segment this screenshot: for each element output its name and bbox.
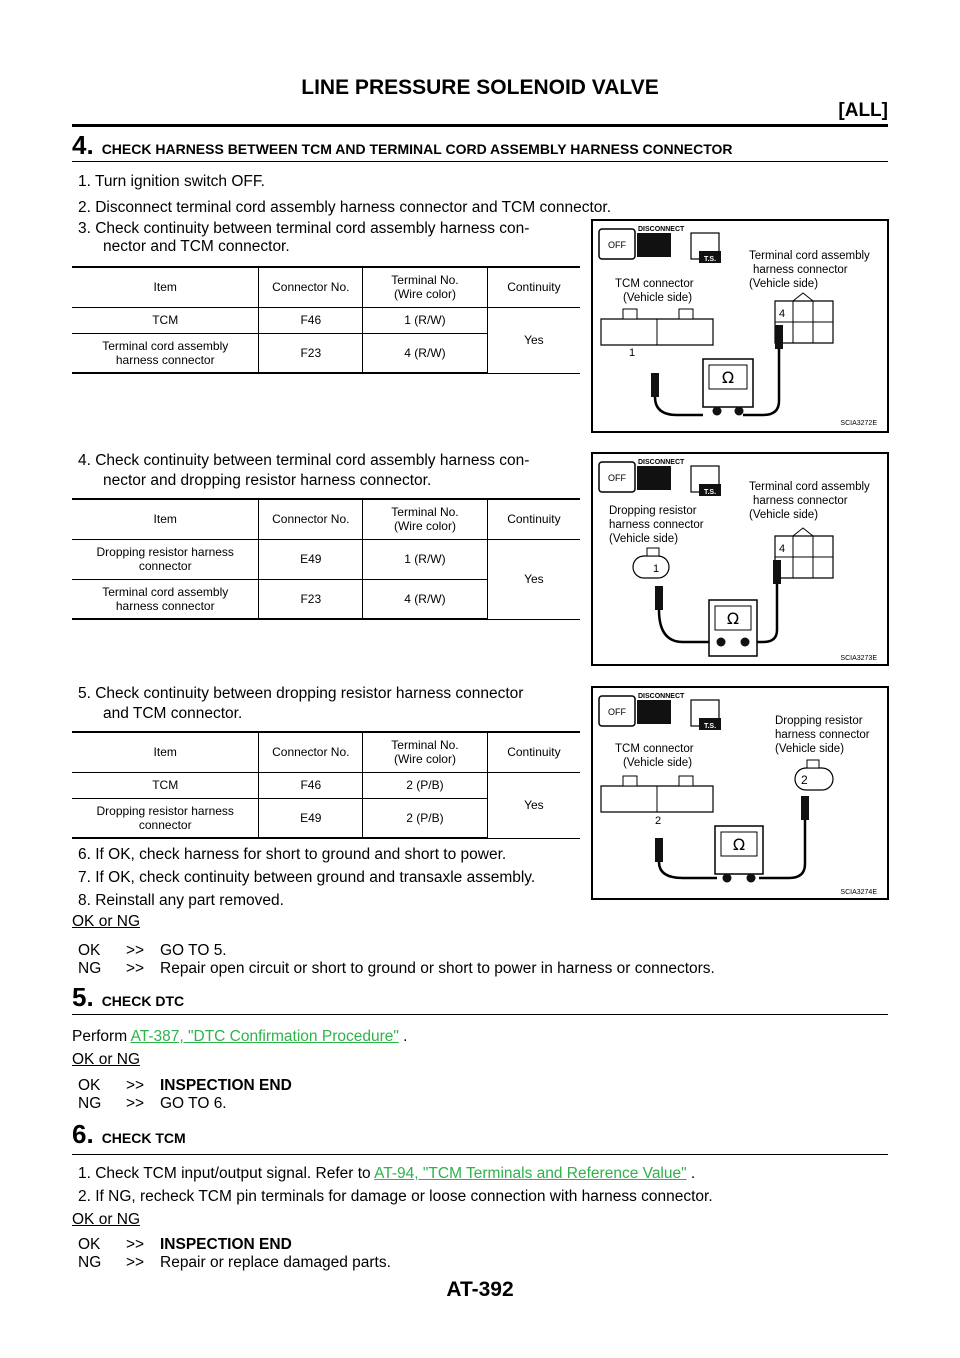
col-terminal: Terminal No. (Wire color): [363, 267, 488, 307]
svg-text:DISCONNECT: DISCONNECT: [638, 693, 685, 700]
ok-result: OK >> INSPECTION END: [78, 1236, 292, 1253]
ohmmeter-icon: [715, 826, 763, 883]
step-2: 2. Disconnect terminal cord assembly harness connector and TCM connector.: [78, 199, 611, 216]
svg-text:T.S.: T.S.: [703, 256, 717, 263]
ng-result: NG >> Repair open circuit or short to ground or short to power in harness or connectors.: [78, 960, 715, 977]
disconnect-icon: [599, 459, 721, 496]
step-6-1: 1. Check TCM input/output signal. Refer to AT-94, "TCM Terminals and Reference Value" .: [78, 1165, 696, 1182]
svg-text:OFF: OFF: [608, 473, 626, 483]
disconnect-icon: [599, 226, 721, 263]
svg-text:1: 1: [653, 563, 660, 575]
step-6-2: 2. If NG, recheck TCM pin terminals for damage or loose connection with harness connector.: [78, 1188, 713, 1205]
ng-result: NG >> GO TO 6.: [78, 1095, 227, 1112]
svg-text:OFF: OFF: [608, 240, 626, 250]
step-1: 1. Turn ignition switch OFF.: [78, 173, 265, 190]
ok-result: OK >> GO TO 5.: [78, 942, 227, 959]
svg-text:4: 4: [779, 308, 786, 320]
section-5-heading: 5. CHECK DTC: [72, 982, 888, 1014]
page-number: AT-392: [446, 1278, 514, 1301]
step-6: 6. If OK, check harness for short to ground and short to power.: [78, 846, 507, 863]
figure-code: SCIA3274E: [840, 889, 877, 896]
tcm-connector: [601, 309, 713, 345]
step-5-cont: and TCM connector.: [103, 705, 243, 722]
ng-result: NG >> Repair or replace damaged parts.: [78, 1254, 391, 1271]
svg-text:DISCONNECT: DISCONNECT: [638, 226, 685, 233]
step-3-cont: nector and TCM connector.: [103, 238, 290, 255]
perform-line: Perform AT-387, "DTC Confirmation Procedure" .: [72, 1028, 408, 1045]
col-item: Item: [72, 267, 259, 307]
svg-text:DISCONNECT: DISCONNECT: [638, 459, 685, 466]
figure-code: SCIA3273E: [840, 655, 877, 662]
table-row: Dropping resistor harness connector E49 2 (P/B): [72, 798, 580, 838]
table-row: TCM F46 1 (R/W) Yes: [72, 307, 580, 333]
col-connector: Connector No.: [259, 267, 363, 307]
table-row: Terminal cord assembly harness connector F23 4 (R/W): [72, 579, 580, 619]
ok-result: OK >> INSPECTION END: [78, 1077, 292, 1094]
step-7: 7. If OK, check continuity between ground and transaxle assembly.: [78, 869, 536, 886]
ok-or-ng-label: OK or NG: [72, 913, 141, 930]
ok-or-ng-label: OK or NG: [72, 1051, 141, 1068]
step-4-cont: nector and dropping resistor harness connector.: [103, 472, 432, 489]
ok-or-ng-label: OK or NG: [72, 1211, 141, 1228]
page-title: LINE PRESSURE SOLENOID VALVE: [301, 76, 659, 99]
tcm-terminals-link[interactable]: AT-94, "TCM Terminals and Reference Value": [374, 1165, 687, 1182]
svg-text:T.S.: T.S.: [703, 489, 717, 496]
table-row: Terminal cord assembly harness connector F23 4 (R/W): [72, 333, 580, 373]
ohmmeter-icon: [709, 600, 757, 656]
svg-text:1: 1: [629, 347, 636, 359]
step-3: 3. Check continuity between terminal cord assembly harness con-: [78, 220, 530, 237]
svg-text:Ω: Ω: [726, 609, 740, 628]
section-4-heading: [72, 130, 888, 162]
figure-code: SCIA3272E: [840, 420, 877, 427]
section-4-title: CHECK HARNESS BETWEEN TCM AND TERMINAL CORD ASSEMBLY HARNESS CONNECTOR: [101, 141, 733, 157]
svg-text:TCM connector (Vehicle s: TCM connector (Vehicle side) Dropping resistor harness connector (Vehicle side): [615, 715, 870, 769]
svg-text:Ω: Ω: [732, 835, 746, 854]
svg-text:2: 2: [655, 815, 662, 827]
svg-text:Dropping resistor harnes: Dropping resistor harness connector (Vehicle side) Terminal cord assembly harness connector (Vehicle side): [609, 481, 870, 545]
step-8: 8. Reinstall any part removed.: [78, 892, 284, 909]
svg-text:Ω: Ω: [721, 368, 735, 387]
continuity-value: Yes: [487, 307, 580, 373]
tcm-connector: [601, 776, 713, 812]
scope-label: [ALL]: [838, 100, 888, 121]
continuity-table-1: [72, 266, 580, 374]
diagram-dropping-resistor-terminal-cord: [591, 452, 889, 666]
svg-text:TCM connector (Vehicle s: TCM connector (Vehicle side) Terminal cord assembly harness connector (Vehicle side): [615, 250, 870, 304]
table-row: TCM F46 2 (P/B) Yes: [72, 772, 580, 798]
step-5: 5. Check continuity between dropping resistor harness connector: [78, 685, 524, 702]
diagram-tcm-terminal-cord: [591, 219, 889, 433]
svg-text:4: 4: [779, 543, 786, 555]
table-row: Dropping resistor harness connector E49 1 (R/W) Yes: [72, 539, 580, 579]
section-4-number: 4.: [72, 130, 94, 160]
section-6-heading: 6. CHECK TCM: [72, 1119, 888, 1155]
dropping-resistor-connector: [633, 548, 669, 578]
col-continuity: Continuity: [487, 267, 580, 307]
header-rule: [72, 124, 888, 127]
diagram-tcm-dropping-resistor: [591, 686, 889, 900]
svg-text:2: 2: [801, 773, 808, 787]
disconnect-icon: [599, 693, 721, 730]
step-4: 4. Check continuity between terminal cord assembly harness con-: [78, 452, 530, 469]
svg-text:OFF: OFF: [608, 707, 626, 717]
continuity-table-2: Item Connector No. Terminal No. (Wire color) Continuity Dropping resistor harness connector E49 1 (R/W) Yes Terminal cord assembly harness connector F23 4 (R/W): [72, 498, 580, 620]
continuity-table-3: Item Connector No. Terminal No. (Wire color) Continuity TCM F46 2 (P/B) Yes Dropping resistor harness connector E49 2 (P/B): [72, 731, 580, 839]
svg-text:T.S.: T.S.: [703, 723, 717, 730]
section-4-rule: [72, 161, 888, 162]
ohmmeter-icon: [703, 359, 753, 416]
dtc-confirmation-link[interactable]: AT-387, "DTC Confirmation Procedure": [130, 1028, 399, 1045]
